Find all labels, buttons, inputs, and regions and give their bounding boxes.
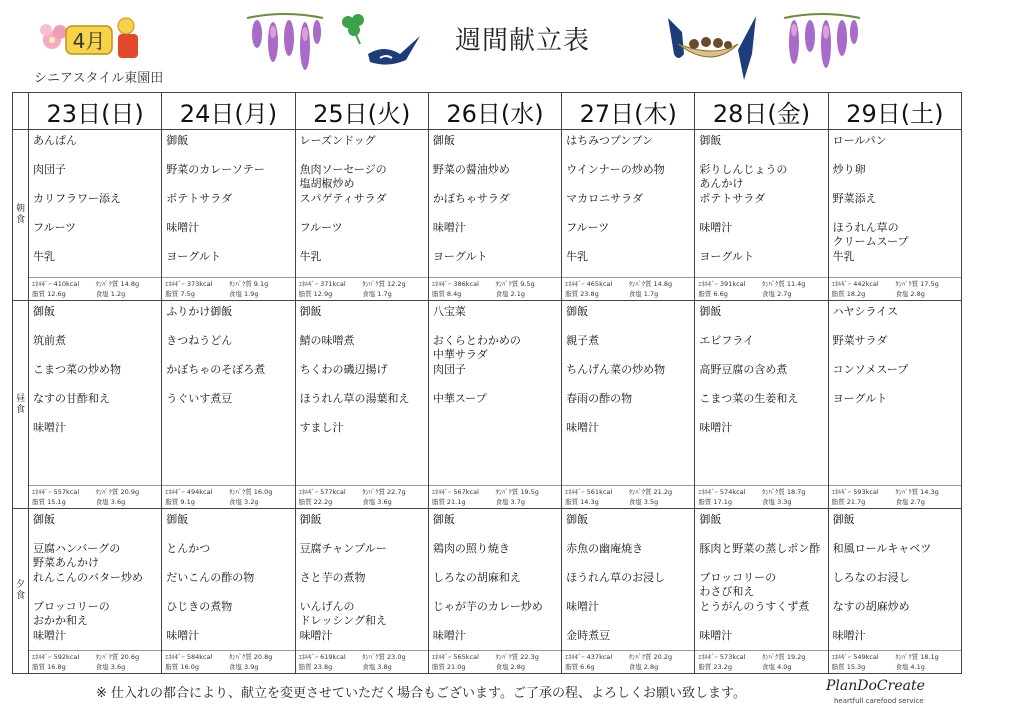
menu-item: 牛乳 <box>832 250 855 263</box>
nutrition-info <box>562 277 694 300</box>
menu-cell <box>295 509 428 674</box>
menu-item: とうがんのうすくず煮 <box>699 600 810 613</box>
menu-item: 味噌汁 <box>832 629 866 642</box>
menu-item: 赤魚の幽庵焼き <box>566 542 644 555</box>
nutrition-value: 食塩 2.7g <box>762 290 792 298</box>
menu-item: ひじきの煮物 <box>166 600 233 613</box>
menu-item: 御飯 <box>699 513 722 526</box>
nutrition-value: ﾀﾝﾊﾟｸ質 20.2g <box>628 653 673 661</box>
menu-item: 御飯 <box>432 513 455 526</box>
menu-item: しろなのお浸し <box>832 571 910 584</box>
nutrition-value: ﾀﾝﾊﾟｸ質 14.8g <box>95 280 140 288</box>
menu-cell <box>695 509 828 674</box>
menu-item: ウインナーの炒め物 <box>566 163 665 176</box>
nutrition-info <box>695 277 827 300</box>
menu-cell <box>828 301 961 509</box>
nutrition-info <box>562 650 694 673</box>
nutrition-value: 食塩 2.8g <box>895 290 925 298</box>
menu-item: 親子煮 <box>566 334 600 347</box>
menu-item: れんこんのバター炒め <box>33 571 144 584</box>
menu-item: 豆腐チャンプルー <box>299 542 387 555</box>
corner-cell <box>13 93 29 130</box>
menu-item: 御飯 <box>166 134 189 147</box>
menu-item: フルーツ <box>566 221 610 234</box>
menu-cell <box>29 301 162 509</box>
nutrition-value: ﾀﾝﾊﾟｸ質 22.3g <box>495 653 539 661</box>
menu-item: 中華スープ <box>432 392 487 405</box>
menu-item: ポテトサラダ <box>166 192 233 205</box>
menu-item: ちんげん菜の炒め物 <box>566 363 666 376</box>
nutrition-value: 脂質 22.2g <box>298 498 333 506</box>
nutrition-value: ｴﾈﾙｷﾞｰ 573kcal <box>698 653 746 661</box>
nutrition-value: ﾀﾝﾊﾟｸ質 18.1g <box>895 653 939 661</box>
menu-item: 鶏肉の照り焼き <box>432 542 510 555</box>
nutrition-value: ｴﾈﾙｷﾞｰ 442kcal <box>831 280 879 288</box>
nutrition-value: ﾀﾝﾊﾟｸ質 14.3g <box>895 488 939 496</box>
menu-item: かぼちゃサラダ <box>432 192 510 205</box>
nutrition-value: 食塩 2.8g <box>628 663 659 671</box>
nutrition-value: 脂質 23.8g <box>298 663 333 671</box>
menu-cell <box>162 130 295 301</box>
menu-item: はちみつブンブン <box>566 134 653 147</box>
day-header: 24日(月) <box>162 93 295 130</box>
meal-row <box>13 130 962 301</box>
nutrition-value: 脂質 16.8g <box>32 663 66 671</box>
nutrition-value: 脂質 6.6g <box>565 663 595 671</box>
menu-item: ほうれん草のお浸し <box>566 571 666 584</box>
menu-item: ヨーグルト <box>432 250 488 263</box>
menu-item: ハヤシライス <box>832 305 899 318</box>
menu-item: すまし汁 <box>299 421 344 434</box>
menu-cell <box>295 301 428 509</box>
nutrition-value: 脂質 8.4g <box>431 290 462 298</box>
nutrition-value: ｴﾈﾙｷﾞｰ 373kcal <box>165 280 213 288</box>
day-header: 29日(土) <box>828 93 961 130</box>
menu-item: 牛乳 <box>566 250 589 263</box>
menu-cell <box>428 509 561 674</box>
day-header: 25日(火) <box>295 93 428 130</box>
swallow-nest-icon <box>664 14 764 84</box>
nutrition-value: 脂質 23.8g <box>565 290 599 298</box>
nutrition-value: 脂質 18.2g <box>831 290 866 298</box>
menu-item: 野菜サラダ <box>832 334 888 347</box>
day-header: 23日(日) <box>29 93 162 130</box>
menu-item: 筑前煮 <box>33 334 67 347</box>
nutrition-value: 脂質 16.0g <box>165 663 199 671</box>
nutrition-value: 食塩 1.7g <box>628 290 659 298</box>
menu-item: ヨーグルト <box>166 250 221 263</box>
nutrition-value: 脂質 6.6g <box>698 290 728 298</box>
nutrition-info <box>829 485 961 508</box>
meal-label: 夕 食 <box>13 509 29 674</box>
nutrition-value: ﾀﾝﾊﾟｸ質 20.9g <box>95 488 140 496</box>
nutrition-value: 食塩 3.5g <box>628 498 659 506</box>
nutrition-info <box>296 277 428 300</box>
menu-item: ブロッコリーの わさび和え <box>699 571 777 598</box>
menu-item: カリフラワー添え <box>33 192 122 205</box>
brand-logo: PlanDoCreate <box>826 678 925 694</box>
menu-cell <box>695 301 828 509</box>
clover-icon <box>342 14 364 44</box>
menu-item: 味噌汁 <box>432 221 466 234</box>
nutrition-value: 脂質 17.1g <box>698 498 733 506</box>
nutrition-value: ﾀﾝﾊﾟｸ質 17.5g <box>895 280 939 288</box>
menu-item: 八宝菜 <box>432 305 466 318</box>
nutrition-info <box>429 650 561 673</box>
menu-item: 味噌汁 <box>699 221 733 234</box>
menu-cell <box>162 301 295 509</box>
menu-item: エビフライ <box>699 334 755 347</box>
nutrition-value: 食塩 3.8g <box>362 663 392 671</box>
nutrition-value: 食塩 1.7g <box>362 290 392 298</box>
nutrition-value: 食塩 3.6g <box>95 498 126 506</box>
nutrition-value: ｴﾈﾙｷﾞｰ 410kcal <box>32 280 80 288</box>
nutrition-info <box>296 650 428 673</box>
menu-cell <box>562 130 695 301</box>
menu-item: なすの胡麻炒め <box>832 600 910 613</box>
swallow-icon <box>340 14 422 72</box>
menu-cell <box>29 509 162 674</box>
menu-cell <box>695 130 828 301</box>
nutrition-value: 食塩 4.1g <box>895 663 925 671</box>
meal-label: 朝 食 <box>13 130 29 301</box>
facility-name: シニアスタイル東園田 <box>34 71 164 86</box>
nutrition-value: 脂質 12.9g <box>298 290 333 298</box>
nutrition-value: ﾀﾝﾊﾟｸ質 9.5g <box>495 280 535 288</box>
nutrition-value: ﾀﾝﾊﾟｸ質 21.2g <box>628 488 673 496</box>
nutrition-value: 食塩 2.7g <box>895 498 925 506</box>
nutrition-value: ｴﾈﾙｷﾞｰ 557kcal <box>32 488 80 496</box>
nutrition-info <box>162 485 294 508</box>
menu-item: ヨーグルト <box>699 250 755 263</box>
nutrition-value: 食塩 2.1g <box>495 290 525 298</box>
wisteria-icon <box>782 12 862 78</box>
nutrition-value: ｴﾈﾙｷﾞｰ 371kcal <box>298 280 346 288</box>
menu-item: 味噌汁 <box>699 629 733 642</box>
menu-item: 高野豆腐の含め煮 <box>699 363 788 376</box>
nutrition-value: ｴﾈﾙｷﾞｰ 592kcal <box>32 653 80 661</box>
nutrition-value: 食塩 3.6g <box>95 663 126 671</box>
nutrition-info <box>29 277 161 300</box>
menu-cell <box>828 509 961 674</box>
menu-item: ほうれん草の湯葉和え <box>299 392 410 405</box>
menu-item: 豚肉と野菜の蒸しポン酢 <box>699 542 821 555</box>
menu-item: あんぱん <box>33 134 78 147</box>
menu-item: おくらとわかめの 中華サラダ <box>432 334 521 361</box>
menu-item: じゃが芋のカレー炒め <box>432 600 543 613</box>
menu-item: 御飯 <box>33 513 56 526</box>
nutrition-value: 食塩 2.8g <box>495 663 525 671</box>
menu-cell <box>428 130 561 301</box>
menu-item: 御飯 <box>832 513 855 526</box>
menu-item: 牛乳 <box>299 250 322 263</box>
nutrition-value: ｴﾈﾙｷﾞｰ 465kcal <box>565 280 613 288</box>
menu-item: 味噌汁 <box>699 421 733 434</box>
nutrition-value: ｴﾈﾙｷﾞｰ 574kcal <box>698 488 746 496</box>
menu-item: 味噌汁 <box>33 421 67 434</box>
nutrition-value: ｴﾈﾙｷﾞｰ 565kcal <box>431 653 479 661</box>
nutrition-value: 食塩 1.9g <box>228 290 259 298</box>
menu-cell <box>562 301 695 509</box>
nutrition-info <box>296 485 428 508</box>
nutrition-value: ﾀﾝﾊﾟｸ質 18.7g <box>762 488 806 496</box>
menu-cell <box>828 130 961 301</box>
menu-item: 味噌汁 <box>432 629 466 642</box>
brand-tagline: heartfull carefood service <box>834 697 924 705</box>
menu-item: ふりかけ御飯 <box>166 305 233 318</box>
nutrition-value: ｴﾈﾙｷﾞｰ 561kcal <box>565 488 613 496</box>
nutrition-value: 脂質 21.0g <box>431 663 466 671</box>
nutrition-value: 食塩 3.3g <box>762 498 792 506</box>
menu-item: ポテトサラダ <box>699 192 766 205</box>
meal-label: 昼 食 <box>13 301 29 509</box>
menu-item: だいこんの酢の物 <box>166 571 255 584</box>
menu-item: 牛乳 <box>33 250 56 263</box>
menu-item: ブロッコリーの おかか和え <box>33 600 110 627</box>
menu-cell <box>162 509 295 674</box>
menu-item: 味噌汁 <box>33 629 67 642</box>
menu-item: 御飯 <box>699 305 722 318</box>
nutrition-value: 脂質 9.1g <box>165 498 195 506</box>
cherry-blossom-icon <box>40 24 67 49</box>
meal-row <box>13 509 962 674</box>
nutrition-info <box>829 277 961 300</box>
menu-item: こまつ菜の炒め物 <box>33 363 122 376</box>
nutrition-value: 脂質 21.7g <box>831 498 866 506</box>
menu-item: 和風ロールキャベツ <box>832 542 932 555</box>
nutrition-value: 脂質 7.5g <box>165 290 195 298</box>
nutrition-value: 脂質 12.6g <box>32 290 66 298</box>
nutrition-value: ｴﾈﾙｷﾞｰ 619kcal <box>298 653 346 661</box>
menu-item: ちくわの磯辺揚げ <box>299 363 388 376</box>
menu-item: とんかつ <box>166 542 211 555</box>
menu-item: さと芋の煮物 <box>299 571 366 584</box>
nutrition-value: ﾀﾝﾊﾟｸ質 11.4g <box>762 280 806 288</box>
menu-table <box>12 92 962 674</box>
menu-item: 肉団子 <box>33 163 67 176</box>
nutrition-value: ｴﾈﾙｷﾞｰ 549kcal <box>831 653 879 661</box>
menu-item: 豆腐ハンバーグの 野菜あんかけ <box>33 542 121 569</box>
menu-item: 炒り卵 <box>832 163 866 176</box>
footer-note: ※ 仕入れの都合により、献立を変更させていただく場合もございます。ご了承の程、よろしくお願い致します。 <box>96 686 746 701</box>
menu-item: 味噌汁 <box>166 629 200 642</box>
menu-item: なすの甘酢和え <box>33 392 111 405</box>
menu-cell <box>428 301 561 509</box>
child-with-backpack-icon <box>118 18 138 58</box>
menu-item: 御飯 <box>166 513 189 526</box>
nutrition-info <box>429 277 561 300</box>
month-label: 4月 <box>72 29 106 53</box>
month-badge <box>38 12 142 64</box>
menu-item: 肉団子 <box>432 363 466 376</box>
menu-item: スパゲティサラダ <box>299 192 387 205</box>
menu-item: 野菜の醤油炒め <box>432 163 510 176</box>
nutrition-value: 食塩 3.2g <box>228 498 259 506</box>
menu-item: 御飯 <box>566 305 589 318</box>
menu-item: マカロニサラダ <box>566 192 643 205</box>
nutrition-info <box>429 485 561 508</box>
menu-item: こまつ菜の生姜和え <box>699 392 799 405</box>
nutrition-info <box>162 277 294 300</box>
wisteria-icon <box>245 12 325 78</box>
nutrition-value: 脂質 15.1g <box>32 498 66 506</box>
menu-item: ロールパン <box>832 134 887 147</box>
day-header: 28日(金) <box>695 93 828 130</box>
day-header-row <box>13 93 962 130</box>
nutrition-value: ﾀﾝﾊﾟｸ質 16.0g <box>228 488 273 496</box>
nutrition-value: ｴﾈﾙｷﾞｰ 391kcal <box>698 280 746 288</box>
menu-cell <box>295 130 428 301</box>
nutrition-value: 脂質 14.3g <box>565 498 599 506</box>
menu-item: 野菜のカレーソテー <box>166 163 265 176</box>
menu-item: 御飯 <box>699 134 722 147</box>
nutrition-value: ﾀﾝﾊﾟｸ質 19.5g <box>495 488 539 496</box>
page-title: 週間献立表 <box>455 26 591 56</box>
nutrition-value: 脂質 21.1g <box>431 498 466 506</box>
nutrition-info <box>29 485 161 508</box>
nutrition-value: ｴﾈﾙｷﾞｰ 584kcal <box>165 653 213 661</box>
nutrition-value: 食塩 3.6g <box>362 498 392 506</box>
menu-item: 魚肉ソーセージの 塩胡椒炒め <box>299 163 387 190</box>
menu-item: 味噌汁 <box>166 221 200 234</box>
menu-item: 御飯 <box>33 305 56 318</box>
menu-item: コンソメスープ <box>832 363 909 376</box>
menu-item: 味噌汁 <box>566 600 600 613</box>
menu-item: フルーツ <box>299 221 343 234</box>
nutrition-value: ﾀﾝﾊﾟｸ質 12.2g <box>362 280 406 288</box>
day-header: 26日(水) <box>428 93 561 130</box>
nutrition-value: 食塩 3.9g <box>228 663 259 671</box>
nutrition-value: 食塩 4.0g <box>762 663 792 671</box>
nutrition-info <box>695 485 827 508</box>
nutrition-value: ﾀﾝﾊﾟｸ質 20.8g <box>228 653 273 661</box>
menu-cell <box>29 130 162 301</box>
nutrition-info <box>162 650 294 673</box>
menu-item: 味噌汁 <box>299 629 333 642</box>
meal-row <box>13 301 962 509</box>
menu-item: しろなの胡麻和え <box>432 571 521 584</box>
nutrition-value: ｴﾈﾙｷﾞｰ 386kcal <box>431 280 479 288</box>
nutrition-value: 脂質 23.2g <box>698 663 733 671</box>
nutrition-value: ｴﾈﾙｷﾞｰ 577kcal <box>298 488 346 496</box>
nutrition-value: 食塩 3.7g <box>495 498 525 506</box>
menu-item: レーズンドッグ <box>299 134 376 147</box>
nutrition-value: ｴﾈﾙｷﾞｰ 593kcal <box>831 488 879 496</box>
nutrition-value: ﾀﾝﾊﾟｸ質 19.2g <box>762 653 806 661</box>
menu-item: かぼちゃのそぼろ煮 <box>166 363 266 376</box>
menu-item: きつねうどん <box>166 334 233 347</box>
menu-item: うぐいす煮豆 <box>166 392 233 405</box>
nutrition-value: ｴﾈﾙｷﾞｰ 494kcal <box>165 488 213 496</box>
nutrition-info <box>695 650 827 673</box>
nutrition-value: ﾀﾝﾊﾟｸ質 14.8g <box>628 280 673 288</box>
nutrition-value: ﾀﾝﾊﾟｸ質 22.7g <box>362 488 406 496</box>
nutrition-info <box>829 650 961 673</box>
menu-item: 御飯 <box>299 305 322 318</box>
nutrition-value: ﾀﾝﾊﾟｸ質 23.0g <box>362 653 406 661</box>
menu-item: 御飯 <box>432 134 455 147</box>
nutrition-info <box>29 650 161 673</box>
nutrition-value: ﾀﾝﾊﾟｸ質 9.1g <box>228 280 269 288</box>
menu-item: 春雨の酢の物 <box>566 392 633 405</box>
menu-item: 味噌汁 <box>566 421 600 434</box>
day-header: 27日(木) <box>562 93 695 130</box>
menu-item: フルーツ <box>33 221 77 234</box>
nutrition-value: ｴﾈﾙｷﾞｰ 567kcal <box>431 488 479 496</box>
nutrition-value: ｴﾈﾙｷﾞｰ 437kcal <box>565 653 613 661</box>
nutrition-value: ﾀﾝﾊﾟｸ質 20.6g <box>95 653 140 661</box>
menu-item: 鯖の味噌煮 <box>299 334 355 347</box>
nutrition-value: 脂質 15.3g <box>831 663 866 671</box>
menu-item: 金時煮豆 <box>566 629 611 642</box>
nutrition-info <box>562 485 694 508</box>
menu-item: いんげんの ドレッシング和え <box>299 600 387 627</box>
menu-item: ほうれん草の クリームスープ <box>832 221 909 248</box>
menu-item: 御飯 <box>566 513 589 526</box>
nutrition-value: 食塩 1.2g <box>95 290 126 298</box>
menu-item: 彩りしんじょうの あんかけ <box>699 163 788 190</box>
menu-cell <box>562 509 695 674</box>
menu-item: 御飯 <box>299 513 322 526</box>
menu-item: ヨーグルト <box>832 392 888 405</box>
menu-item: 野菜添え <box>832 192 877 205</box>
